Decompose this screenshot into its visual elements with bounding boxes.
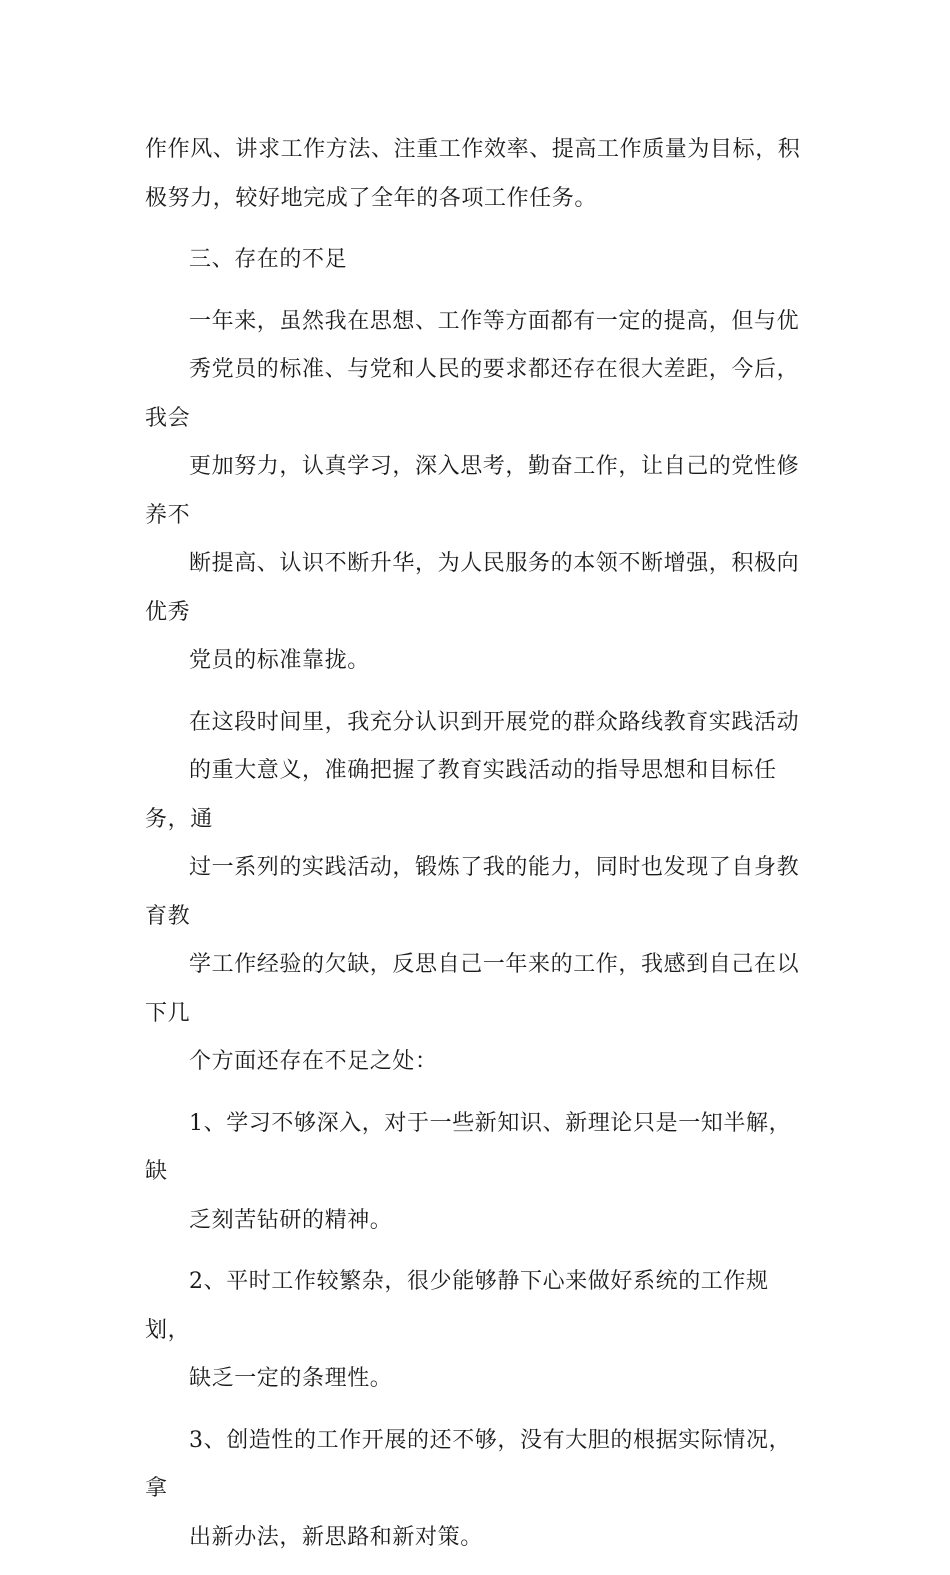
document-page xyxy=(145,126,805,1575)
text-line: 三、存在的不足 xyxy=(189,247,348,272)
text-line: 1、学习不够深入，对于一些新知识、新理论只是一知半解，缺 xyxy=(145,1110,792,1184)
list-item-2 xyxy=(145,1258,805,1404)
text-line: 2、平时工作较繁杂，很少能够静下心来做好系统的工作规划， xyxy=(145,1269,769,1343)
text-line: 秀党员的标准、与党和人民的要求都还存在很大差距，今后，我会 xyxy=(145,357,800,431)
paragraph-continuation xyxy=(145,126,805,223)
text-line: 作作风、讲求工作方法、注重工作效率、提高工作质量为目标，积 xyxy=(145,137,801,162)
text-line: 出新办法，新思路和新对策。 xyxy=(189,1524,483,1550)
text-line: 个方面还存在不足之处： xyxy=(189,1049,438,1074)
list-item-1 xyxy=(145,1100,805,1246)
text-line: 3、创造性的工作开展的还不够，没有大胆的根据实际情况，拿 xyxy=(145,1427,792,1501)
text-line: 断提高、认识不断升华，为人民服务的本领不断增强，积极向优秀 xyxy=(145,551,800,625)
text-line: 乏刻苦钻研的精神。 xyxy=(189,1207,393,1233)
text-line: 一年来，虽然我在思想、工作等方面都有一定的提高，但与优 xyxy=(189,308,800,334)
text-line: 过一系列的实践活动，锻炼了我的能力，同时也发现了自身教育教 xyxy=(145,855,800,929)
text-line: 学工作经验的欠缺，反思自己一年来的工作，我感到自己在以下几 xyxy=(145,952,800,1026)
list-item-3 xyxy=(145,1417,805,1563)
paragraph-2 xyxy=(145,699,805,1087)
text-line: 更加努力，认真学习，深入思考，勤奋工作，让自己的党性修养不 xyxy=(145,454,800,528)
text-line: 党员的标准靠拢。 xyxy=(189,648,370,673)
text-line: 缺乏一定的条理性。 xyxy=(189,1366,393,1391)
paragraph-1 xyxy=(145,298,805,686)
text-line: 的重大意义，准确把握了教育实践活动的指导思想和目标任务，通 xyxy=(145,758,777,832)
text-line: 极努力，较好地完成了全年的各项工作任务。 xyxy=(145,185,598,211)
text-line: 在这段时间里，我充分认识到开展党的群众路线教育实践活动 xyxy=(189,709,800,735)
section-heading xyxy=(145,236,805,285)
